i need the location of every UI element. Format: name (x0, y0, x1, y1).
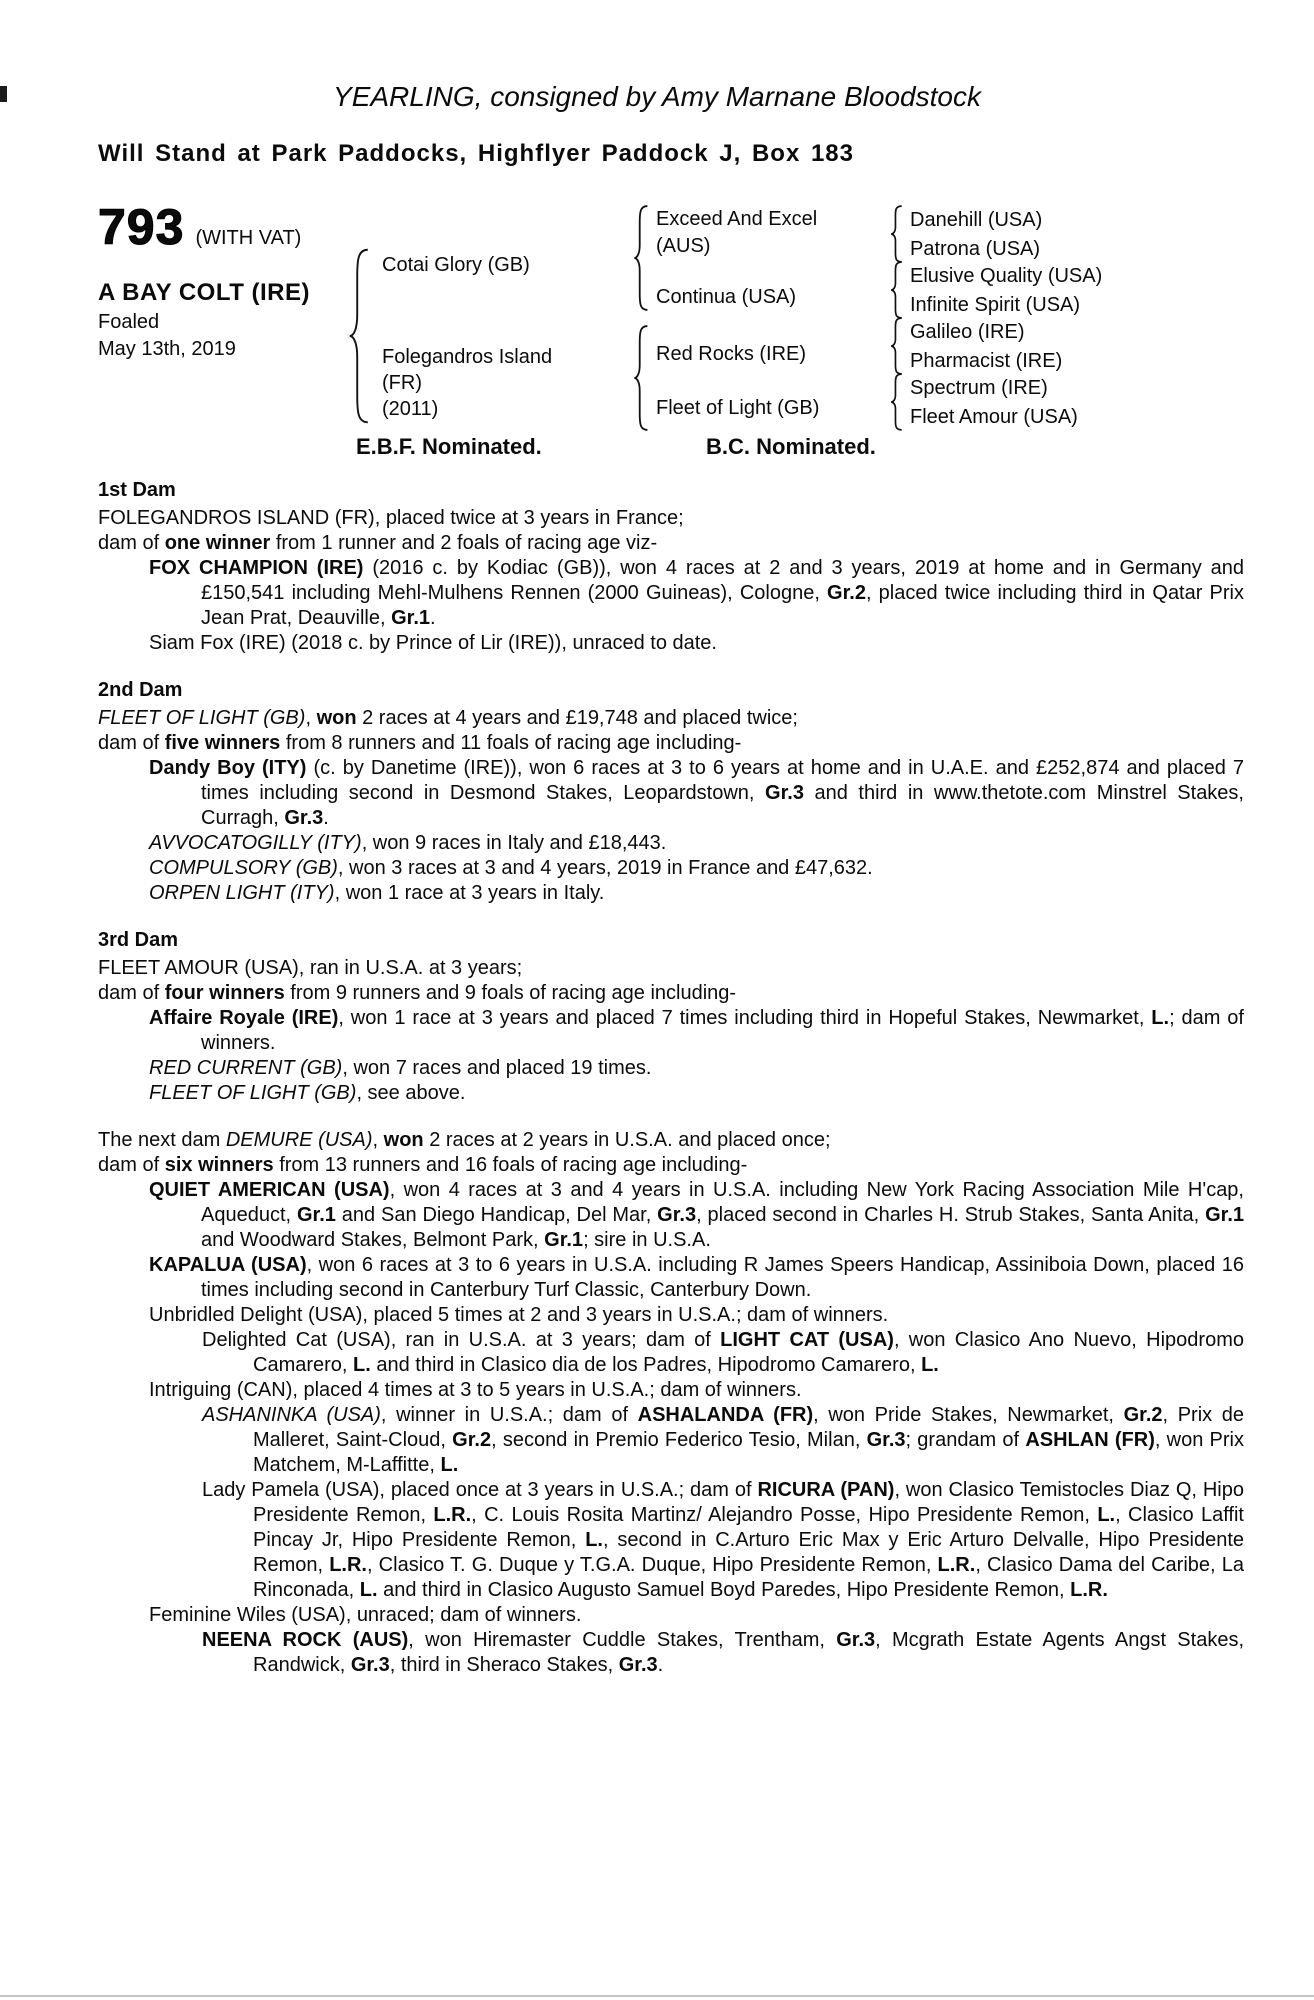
text-segment: , won 7 races and placed 19 times. (342, 1057, 652, 1079)
dam-dam-sire-name: Spectrum (IRE) (910, 377, 1048, 399)
dam-dam-name: Fleet of Light (GB) (656, 397, 820, 419)
horse-description: A BAY COLT (IRE) (98, 279, 311, 306)
pedigree-paragraph (98, 731, 1244, 756)
foaled-label: Foaled (98, 311, 160, 333)
lot-row (98, 199, 302, 255)
text-segment: RED CURRENT (GB) (149, 1057, 343, 1079)
text-segment: dam of (98, 732, 165, 754)
text-segment: dam of (98, 982, 165, 1004)
sire-name: Cotai Glory (GB) (382, 254, 530, 276)
text-segment: from 13 runners and 16 foals of racing age including- (273, 1154, 748, 1176)
pedigree-paragraph (98, 531, 1244, 556)
text-segment: ; grandam of (905, 1429, 1026, 1451)
text-segment: , won 9 races in Italy and £18,443. (361, 832, 667, 854)
text-segment: Gr.1 (391, 607, 431, 629)
text-segment: Delighted Cat (USA), ran in U.S.A. at 3 years; dam of (202, 1329, 721, 1351)
lot-number: 793 (98, 199, 185, 255)
text-segment: Gr.3 (866, 1429, 906, 1451)
text-segment: five winners (164, 732, 281, 754)
text-segment: , Prix de Malleret, Saint-Cloud, (253, 1404, 1245, 1451)
text-segment: L. (353, 1354, 371, 1376)
pedigree-paragraph (202, 1478, 1244, 1603)
text-segment: , (372, 1129, 384, 1151)
pedigree-brace-ggp-1 (890, 205, 903, 263)
pedigree-brace-ggp-4 (890, 373, 903, 431)
text-segment: dam of (98, 1154, 165, 1176)
text-segment: ASHLAN (FR) (1025, 1429, 1155, 1451)
pedigree-paragraph (202, 1328, 1244, 1378)
text-segment: four winners (164, 982, 285, 1004)
text-segment: , won 1 race at 3 years in Italy. (334, 882, 605, 904)
text-segment: RICURA (PAN) (757, 1479, 895, 1501)
text-segment: Lady Pamela (USA), placed once at 3 years in U.S.A.; dam of (202, 1479, 758, 1501)
text-segment: Gr.2 (1123, 1404, 1163, 1426)
pedigree-paragraph (149, 881, 1244, 906)
text-segment: Intriguing (CAN), placed 4 times at 3 to 5 years in U.S.A.; dam of winners. (149, 1379, 802, 1401)
text-segment: , (305, 707, 317, 729)
text-segment: won (383, 1129, 424, 1151)
pedigree-brace-sire-grandparents (633, 205, 649, 311)
text-segment: FOLEGANDROS ISLAND (FR), placed twice at 3 years in France; (98, 507, 684, 529)
dam-sire-sire-name: Galileo (IRE) (910, 321, 1025, 343)
text-segment: FLEET OF LIGHT (GB) (149, 1082, 357, 1104)
text-segment: , won Prix Matchem, M-Laffitte, (253, 1429, 1244, 1476)
text-segment: . (430, 607, 436, 629)
dam-sire-name: Red Rocks (IRE) (656, 343, 807, 365)
pedigree-paragraph (149, 556, 1245, 631)
text-segment: Gr.2 (452, 1429, 492, 1451)
text-segment: Gr.1 (296, 1204, 336, 1226)
text-segment: . (323, 807, 329, 829)
text-segment: . (657, 1654, 664, 1676)
dam-name: Folegandros Island (FR) (382, 346, 553, 394)
text-segment: won (316, 707, 357, 729)
text-segment: L. (585, 1529, 603, 1551)
text-segment: , won 1 race at 3 years and placed 7 times including third in Hopeful Stakes, Newmarket, (338, 1007, 1152, 1029)
text-segment: six winners (164, 1154, 274, 1176)
section-heading: 3rd Dam (98, 929, 179, 951)
text-segment: Unbridled Delight (USA), placed 5 times at 2 and 3 years in U.S.A.; dam of winners. (149, 1304, 889, 1326)
text-segment: Gr.1 (544, 1229, 584, 1251)
text-segment: ORPEN LIGHT (ITY) (149, 882, 335, 904)
sire-dam-dam-name: Infinite Spirit (USA) (910, 294, 1081, 316)
pedigree-brace-dam-grandparents (633, 325, 649, 431)
text-segment: L.R. (329, 1554, 367, 1576)
pedigree-paragraph (149, 1303, 1244, 1328)
pedigree-paragraph (149, 1056, 1244, 1081)
text-segment: NEENA ROCK (AUS) (202, 1629, 409, 1651)
pedigree-brace-main (348, 248, 370, 424)
text-segment: one winner (164, 532, 271, 554)
text-segment: , Mcgrath Estate Agents Angst Stakes, Randwick, (253, 1629, 1245, 1676)
dam-sire-dam-name: Pharmacist (IRE) (910, 350, 1063, 372)
text-segment: dam of (98, 532, 165, 554)
text-segment: , Clasico Dama del Caribe, La Rinconada, (253, 1554, 1244, 1601)
text-segment: , won Clasico Ano Nuevo, Hipodromo Camarero, (253, 1329, 1244, 1376)
text-segment: L.R. (937, 1554, 976, 1576)
text-segment: , second in C.Arturo Eric Max y Eric Arturo Delvalle, Hipo Presidente Remon, (253, 1529, 1244, 1576)
pedigree-paragraph (149, 1378, 1244, 1403)
section-heading: 2nd Dam (98, 679, 183, 701)
text-segment: , Clasico T. G. Duque y T.G.A. Duque, Hipo Presidente Remon, (366, 1554, 938, 1576)
text-segment: Feminine Wiles (USA), unraced; dam of winners. (149, 1604, 582, 1626)
vat-note: (WITH VAT) (195, 227, 302, 249)
text-segment: from 8 runners and 11 foals of racing age including- (280, 732, 742, 754)
text-segment: L. (359, 1579, 378, 1601)
dam-year: (2011) (382, 398, 439, 420)
ebf-nomination: E.B.F. Nominated. (356, 434, 542, 459)
text-segment: FLEET OF LIGHT (GB) (98, 707, 306, 729)
pedigree-paragraph (98, 506, 1244, 531)
text-segment: and third in www.thetote.com Minstrel Stakes, Curragh, (201, 782, 1244, 829)
pedigree-paragraph (149, 631, 1244, 656)
text-segment: KAPALUA (USA) (149, 1254, 307, 1276)
text-segment: FLEET AMOUR (USA), ran in U.S.A. at 3 years; (98, 957, 523, 979)
text-segment: 2 races at 2 years in U.S.A. and placed once; (423, 1129, 831, 1151)
dam-section (98, 478, 1244, 656)
text-segment: FOX CHAMPION (IRE) (149, 557, 364, 579)
text-segment: , second in Premio Federico Tesio, Milan, (491, 1429, 867, 1451)
stand-location-line: Will Stand at Park Paddocks, Highflyer Paddock J, Box 183 (98, 140, 854, 167)
text-segment: ; dam of winners. (201, 1007, 1244, 1054)
text-segment: 2 races at 4 years and £19,748 and placed twice; (356, 707, 798, 729)
pedigree-paragraph (202, 1628, 1245, 1678)
dam-section (98, 1128, 1244, 1678)
pedigree-brace-ggp-2 (890, 261, 903, 319)
text-segment: L. (921, 1354, 939, 1376)
dam-section (98, 678, 1244, 906)
text-segment: DEMURE (USA) (225, 1129, 373, 1151)
text-segment: Gr.3 (765, 782, 804, 804)
dam-section (98, 928, 1244, 1106)
text-segment: Gr.3 (657, 1204, 697, 1226)
text-segment: from 1 runner and 2 foals of racing age viz- (270, 532, 658, 554)
text-segment: , C. Louis Rosita Martinz/ Alejandro Posse, Hipo Presidente Remon, (471, 1504, 1098, 1526)
text-segment: , placed twice including third in Qatar Prix Jean Prat, Deauville, (201, 582, 1245, 629)
pedigree-paragraph (98, 1153, 1244, 1178)
text-segment: L. (440, 1454, 459, 1476)
pedigree-paragraph (98, 706, 1244, 731)
foaled-date: May 13th, 2019 (98, 338, 236, 360)
text-segment: from 9 runners and 9 foals of racing age including- (284, 982, 737, 1004)
sire-sire-sire-name: Danehill (USA) (910, 209, 1043, 231)
text-segment: COMPULSORY (GB) (149, 857, 338, 879)
text-segment: , winner in U.S.A.; dam of (380, 1404, 638, 1426)
text-segment: LIGHT CAT (USA) (720, 1329, 894, 1351)
pedigree-brace-ggp-3 (890, 317, 903, 375)
text-segment: , Clasico Laffit Pincay Jr, Hipo Presidente Remon, (253, 1504, 1244, 1551)
text-segment: Siam Fox (IRE) (2018 c. by Prince of Lir (IRE)), unraced to date. (149, 632, 717, 654)
text-segment: Gr.2 (827, 582, 866, 604)
text-segment: ; sire in U.S.A. (583, 1229, 711, 1251)
text-segment: and San Diego Handicap, Del Mar, (335, 1204, 658, 1226)
pedigree-paragraph (149, 1253, 1245, 1303)
pedigree-paragraph (98, 1128, 1244, 1153)
sire-dam-sire-name: Elusive Quality (USA) (910, 265, 1103, 287)
text-segment: , won 4 races at 3 and 4 years in U.S.A. including New York Racing Association Mile H'cap, Aqueduct, (201, 1179, 1244, 1226)
pedigree-paragraph (149, 1081, 1244, 1106)
sire-dam-name: Continua (USA) (656, 286, 797, 308)
pedigree-paragraph (98, 981, 1244, 1006)
text-segment: , won Hiremaster Cuddle Stakes, Trentham, (408, 1629, 837, 1651)
text-segment: , see above. (356, 1082, 466, 1104)
pedigree-paragraph (149, 1603, 1244, 1628)
pedigree-paragraph (149, 831, 1244, 856)
dam-dam-dam-name: Fleet Amour (USA) (910, 406, 1078, 428)
pedigree-paragraph (202, 1403, 1245, 1478)
text-segment: , won 3 races at 3 and 4 years, 2019 in France and £47,632. (337, 857, 873, 879)
text-segment: and third in Clasico Augusto Samuel Boyd Paredes, Hipo Presidente Remon, (377, 1579, 1071, 1601)
text-segment: (c. by Danetime (IRE)), won 6 races at 3 to 6 years at home and in U.A.E. and £252,874 and placed 7 times including second in Desmond Stakes, Leopardstown, (201, 757, 1244, 804)
text-segment: L.R. (433, 1504, 472, 1526)
pedigree-paragraph (98, 956, 1244, 981)
bc-nomination: B.C. Nominated. (706, 434, 876, 459)
text-segment: L.R. (1070, 1579, 1108, 1601)
pedigree-paragraph (149, 1178, 1245, 1253)
text-segment: L. (1151, 1007, 1170, 1029)
sire-sire-name: Exceed And Excel (AUS) (656, 208, 818, 257)
text-segment: and third in Clasico dia de los Padres, Hipodromo Camarero, (370, 1354, 922, 1376)
consignor-line: YEARLING, consigned by Amy Marnane Bloodstock (333, 81, 981, 112)
section-heading: 1st Dam (98, 479, 176, 501)
text-segment: Gr.1 (1205, 1204, 1245, 1226)
pedigree-text-body (98, 478, 1244, 1678)
scan-bottom-edge (0, 1995, 1314, 1997)
text-segment: ASHALANDA (FR) (637, 1404, 814, 1426)
text-segment: The next dam (98, 1129, 226, 1151)
text-segment: , third in Sheraco Stakes, (389, 1654, 619, 1676)
text-segment: QUIET AMERICAN (USA) (149, 1179, 390, 1201)
text-segment: Affaire Royale (IRE) (149, 1007, 339, 1029)
text-segment: , won Clasico Temistocles Diaz Q, Hipo Presidente Remon, (253, 1479, 1244, 1526)
pedigree-paragraph (149, 856, 1244, 881)
text-segment: Dandy Boy (ITY) (149, 757, 307, 779)
sire-sire-dam-name: Patrona (USA) (910, 238, 1041, 260)
text-segment: Gr.3 (350, 1654, 390, 1676)
text-segment: Gr.3 (284, 807, 324, 829)
text-segment: , won Pride Stakes, Newmarket, (813, 1404, 1124, 1426)
text-segment: ASHANINKA (USA) (202, 1404, 381, 1426)
text-segment: and Woodward Stakes, Belmont Park, (201, 1229, 545, 1251)
text-segment: (2016 c. by Kodiac (GB)), won 4 races at 2 and 3 years, 2019 at home and in Germany and £150,541 including Mehl-Mulhens Rennen (2000 Guineas), Cologne, (201, 557, 1244, 604)
pedigree-paragraph (149, 1006, 1244, 1056)
text-segment: , placed second in Charles H. Strub Stakes, Santa Anita, (696, 1204, 1206, 1226)
pedigree-paragraph (149, 756, 1244, 831)
text-segment: AVVOCATOGILLY (ITY) (149, 832, 362, 854)
text-segment: Gr.3 (618, 1654, 658, 1676)
text-segment: Gr.3 (836, 1629, 876, 1651)
text-segment: L. (1097, 1504, 1116, 1526)
text-segment: , won 6 races at 3 to 6 years in U.S.A. including R James Speers Handicap, Assiniboia Down, placed 16 times including second in Canterbury Turf Classic, Canterbury Down. (201, 1254, 1245, 1301)
